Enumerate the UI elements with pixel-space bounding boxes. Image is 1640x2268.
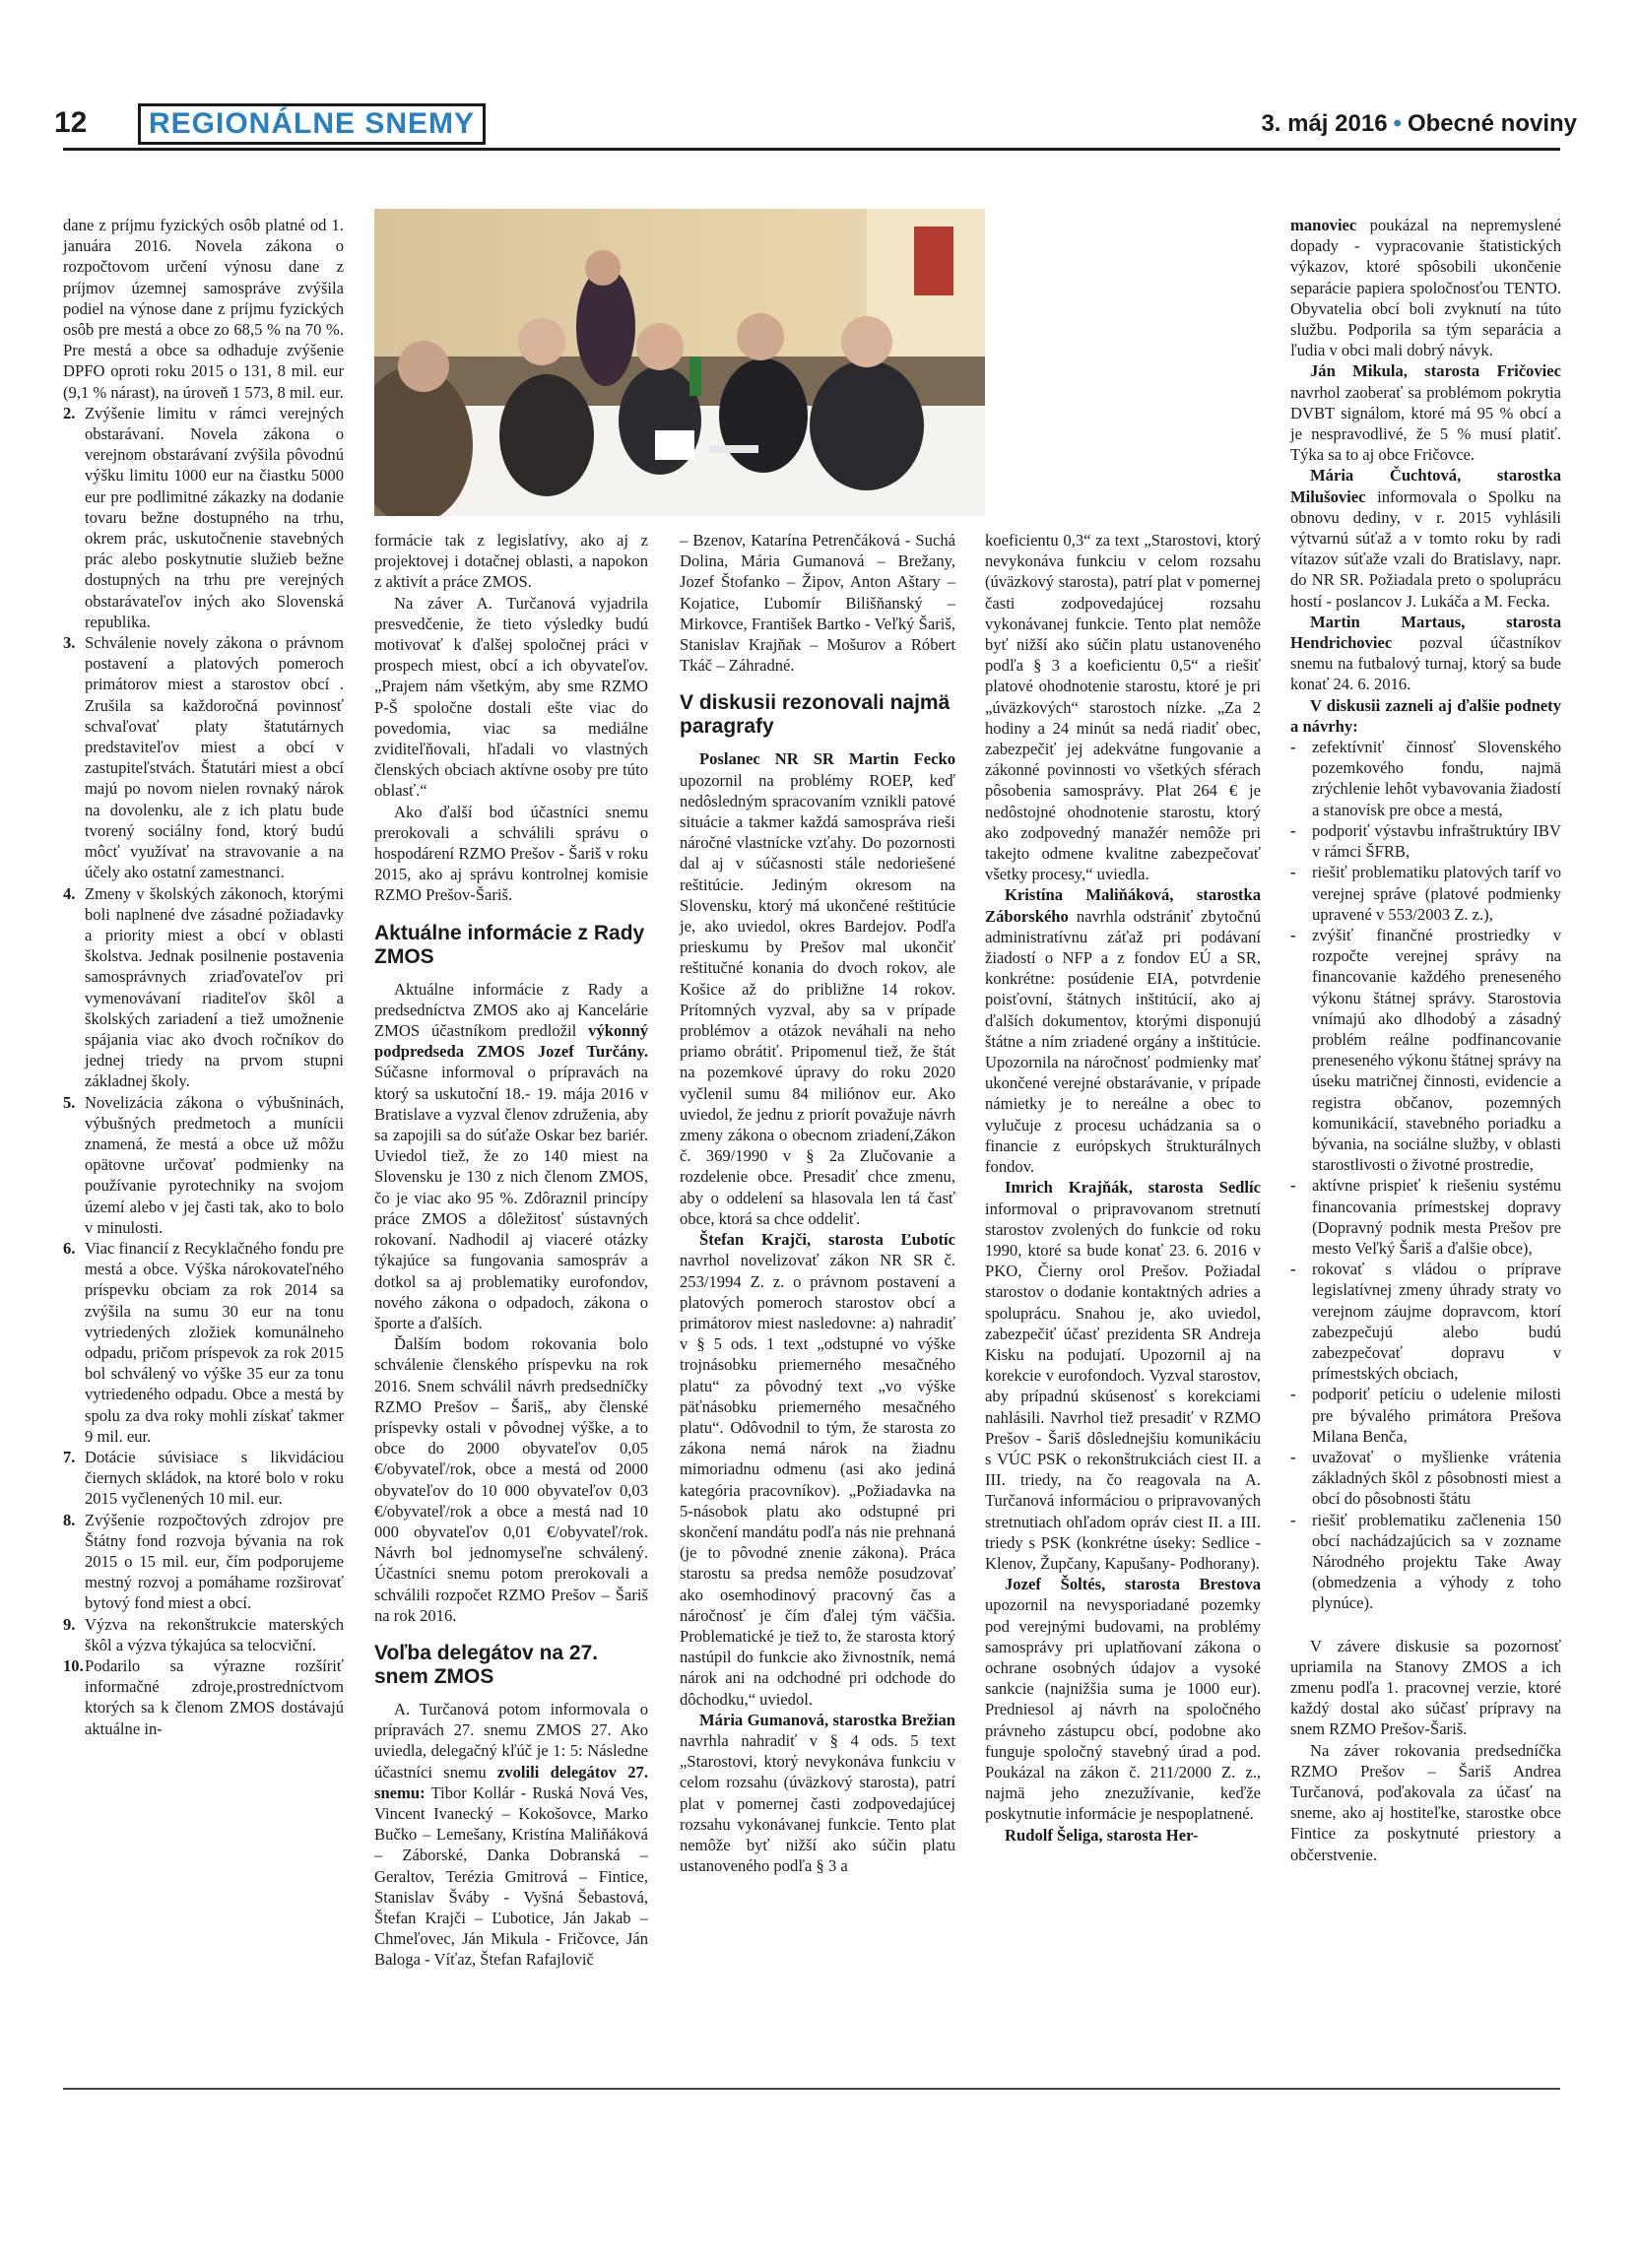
text-run: upozornil na problémy ROEP, keď nedôsledným spracovaním vznikli patové situácie a takmer každá samospráva rieši náročné vlastnícke vzťahy. Do pozornosti dal aj v súčasnosti stále nedoriešené reštitúcie. Jediným okresom na Slovensku, ktorý má ukončené reštitúcie je, ako uviedol, okres Bardejov. Podľa prieskumu by Prešov mal ukončiť reštitučné konania do dvoch rokov, ale Košice až do približne 14 rokov. Prítomných vyzval, aby sa v prípade problémov a otázok neváhali na neho priamo obrátiť. Pripomenul tiež, že štát na pozemkové úpravy do roku 2020 vyčlenil sumu 84 miliónov eur. Ako uviedol, že jednu z priorít považuje návrh zmeny zákona o obecnom zriadení,Zákon č. 369/1990 v § 2a Zlučovanie a rozdelenie obce. Presadiť chce zmenu, aby o oddelení sa hlasovala len tá časť obce, ktorá sa chce oddeliť.	[680, 770, 955, 1228]
bold-run: výkonný podpredseda ZMOS Jozef Turčány.	[374, 1021, 648, 1062]
bullet-item	[1290, 862, 1561, 925]
bullet-item	[1290, 1510, 1561, 1614]
list-number: 3.	[63, 633, 76, 653]
publication-name: Obecné noviny	[1407, 110, 1577, 137]
paragraph	[1290, 215, 1561, 360]
list-text: Zmeny v školských zákonoch, ktorými boli naplnené dve zásadné požiadavky a priority miest a obcí v oblasti školstva. Jednak posilnenie postavenia samosprávnych zriaďovateľov pri vymenovávaní riaditeľov škôl a školských zariadení a tiež umožnenie spájania viac ako dvoch ročníkov do jednej triedy na prvom stupni základnej školy.	[85, 883, 344, 1091]
bullet-text: rokovať s vládou o príprave legislatívnej zmeny úhrady straty vo verejnom záujme dopravcom, ktorí zabezpečujú alebo budú zabezpečovať dopravu v prímestských obciach,	[1312, 1260, 1561, 1384]
list-item	[63, 1655, 344, 1739]
list-text: Zvýšenie limitu v rámci verejných obstarávaní. Novela zákona o verejnom obstarávaní zvýšila pôvodnú výšku limitu 1000 eur na čiastku 5000 eur pre podlimitné zákazky na dodanie tovaru bežne dostupného na trhu, okrem prác, uskutočnenie stavebných prác alebo poskytnutie služieb bežne dostupných na trhu pre verejných obstarávateľov iných ako Slovenská republika.	[85, 403, 344, 631]
bold-run: V diskusii zazneli aj ďalšie podnety a návrhy:	[1290, 695, 1561, 736]
list-item	[63, 1238, 344, 1447]
text-run: Súčasne informoval o prípravách na ktorý sa uskutoční 18.- 19. mája 2016 v Bratislave a vyzval členov združenia, aby sa zapojili sa do súťaže Oskar bez bariér. Uviedol tiež, že zo 140 miest na Slovensku je 130 z nich členom ZMOS, čo je viac ako 95 %. Zdôraznil princípy práce ZMOS a dôležitosť sústavných rokovaní. Nadhodil aj viaceré otázky týkajúce sa fungovania samospráv a dotkol sa aj problematiky eurofondov, nového zákona o odpadoch, zákona o športe a ďalších.	[374, 1063, 648, 1332]
text-run: A. Turčanová potom informovala o prípravách 27. snemu ZMOS 27. Ako uviedla, delegačný kľúč je 1: 5: Následne účastníci snemu	[374, 1699, 648, 1782]
subheading: V diskusii rezonovali najmä paragrafy	[680, 691, 951, 739]
bullet-text: podporiť petíciu o udelenie milosti pre bývalého primátora Prešova Milana Benča,	[1312, 1385, 1561, 1446]
paragraph	[374, 979, 648, 1333]
bold-run: Mária Gumanová, starostka Brežian	[699, 1710, 955, 1729]
bold-run: Kristína Maliňáková, starostka Záborského	[985, 885, 1261, 926]
text-run: navrhol novelizovať zákon NR SR č. 253/1994 Z. z. o právnom postavení a platových pomeroch starostov obcí a primátorov miest nasledovne: a) nahradiť v § 5 ods. 1 text „odstupné vo výške trojnásobku priemerného mesačného platu“ za pôvodný text „vo výške päťnásobku priemerného mesačného platu“. Odôvodnil to tým, že starosta zo zákona nemá nárok na žiadnu mimoriadnu odmenu (asi ako jediná kategória pracovníkov). „Požiadavka na 5-násobok platu ako odstupné pri skončení mandátu podľa nás nie prehnaná (je to pôvodné znenie zákona). Práca starostu sa predsa nemôže posudzovať ako osemhodinový pracovný čas a náročnosť je čím ďalej tým väčšia. Problematické je tiež to, že starosta ktorý nastúpil do funkcie ako živnostník, nemá nárok ani na odchodné pri odchode do dôchodku,“ uviedol.	[680, 1251, 955, 1709]
list-number: 7.	[63, 1447, 76, 1466]
list-number: 2.	[63, 403, 76, 422]
text-run: Tibor Kollár - Ruská Nová Ves, Vincent Ivanecký – Kokošovce, Marko Bučko – Lemešany, Kristína Maliňáková – Záborské, Danka Dobranská – Geraltov, Terézia Gmitrová – Fintice, Stanislav Šváby - Vyšná Šebastová, Štefan Krajči – Ľubotice, Ján Jakab – Chmeľovec, Ján Mikula - Fričovce, Ján Baloga - Víťaz, Štefan Rafajlovič	[374, 1782, 648, 1970]
bullet-dash: -	[1290, 1385, 1296, 1404]
issue-info	[1261, 110, 1577, 138]
article-column-4	[985, 530, 1261, 1846]
paragraph: formácie tak z legislatívy, ako aj z projektovej i dotačnej oblasti, a napokon z aktivít a práce ZMOS.	[374, 531, 648, 592]
subheading: Voľba delegátov na 27. snem ZMOS	[374, 1641, 599, 1688]
paragraph	[1290, 695, 1561, 737]
bullet-dash: -	[1290, 1176, 1296, 1196]
paragraph	[680, 1710, 955, 1877]
text-run: navrhol zaoberať sa problémom pokrytia DVBT signálom, ktoré má 95 % obcí a je nespravodlivé, že 5 % musí platiť. Týka sa to aj obce Fričovce.	[1290, 382, 1561, 465]
paragraph: Na záver rokovania predsedníčka RZMO Prešov – Šariš Andrea Turčanová, poďakovala za účasť na sneme, ako aj hostiteľke, starostke obce Fintice za poskytnuté priestory a občerstvenie.	[1290, 1740, 1561, 1864]
bullet-dash: -	[1290, 1260, 1296, 1279]
text-run: navrhla odstrániť zbytočnú administratívnu záťaž pri podávaní žiadostí o NFP a z fondov EÚ a SR, konkrétne: posúdenie EIA, potvrdenie poisťovní, štátnych inštitúcií, ako aj ďalších dokumentov, ktorými disponujú štátne a ním zriadené orgány a inštitúcie. Upozornila na náročnosť podmienky mať ukončené verejné obstarávanie, v prípade námietky je to nereálne a obec to vylučuje z procesu uchádzania sa o financie z európskych štrukturálnych fondov.	[985, 906, 1261, 1177]
bullet-text: riešiť problematiku začlenenia 150 obcí nachádzajúcich sa v zozname Národného projektu Take Away (obmedzenia a výhody z toho plynúce).	[1312, 1510, 1561, 1613]
text-run: poukázal na nepremyslené dopady - vypracovanie štatistických výkazov, ktoré spôsobili ukončenie separácie papiera spoločnosťou TENTO. Obyvatelia obcí boli zvyknutí na túto službu. Podporila sa tým separácia a ľudia v obci mali dobrý návyk.	[1290, 216, 1561, 360]
list-text: Podarilo sa výrazne rozšíriť informačné zdroje,prostredníctvom ktorých sa k členom ZMOS dostávajú aktuálne in-	[85, 1656, 344, 1738]
paragraph	[985, 1177, 1261, 1574]
list-item	[63, 1447, 344, 1510]
text-run: navrhla nahradiť v § 4 ods. 5 text „Starostovi, ktorý nevykonáva funkciu v celom rozsahu (úväzkový starosta), patrí plat v pomernej časti zodpovedajúcej rozsahu vykonávanej funkcie. Tento plat nemôže byť nižší ako súčin platu ustanoveného podľa § 3 a	[680, 1730, 955, 1876]
paragraph: – Bzenov, Katarína Petrenčáková - Suchá Dolina, Mária Gumanová – Brežany, Jozef Štofanko – Žipov, Anton Aštary – Kojatice, Ľubomír Bilišňanský – Mirkovce, František Bartko - Veľký Šariš, Stanislav Krajňak – Mošurov a Róbert Tkáč – Záhradné.	[680, 531, 955, 676]
bullet-text: podporiť výstavbu infraštruktúry IBV v rámci ŠFRB,	[1312, 820, 1561, 862]
list-number: 10.	[63, 1656, 84, 1676]
paragraph: dane z príjmu fyzických osôb platné od 1. januára 2016. Novela zákona o rozpočtovom určení výnosu dane z príjmov územnej samospráve zvýšila podiel na výnose dane z príjmu fyzických osôb pre mestá a obce zo 68,5 % na 70 %. Pre mestá a obce sa odhaduje zvýšenie DPFO oproti roku 2015 o 131, 8 mil. eur (9,1 % nárast), na úroveň 1 573, 8 mil. eur.	[63, 216, 344, 402]
list-item	[63, 632, 344, 882]
bullet-text: zvýšiť finančné prostriedky v rozpočte verejnej správy na financovanie každého preneseného výkonu štátnej správy. Starostovia vnímajú ako dlhodobý a zásadný problém reálne podfinancovanie preneseného výkonu štátnej správy na úseku matričnej činnosti, evidencie a registra občanov, pozemných komunikácií, stavebného poriadku a bývania, na sociálne služby, v oblasti starostlivosti o životné prostredie,	[1312, 925, 1561, 1175]
bold-run: Ján Mikula, starosta Fričoviec	[1310, 361, 1561, 381]
list-text: Zvýšenie rozpočtových zdrojov pre Štátny fond rozvoja bývania na rok 2015 o 15 mil. eur, čím podporujeme mestný rozvoj a pomáhame rozširovať bytový fond miest a obcí.	[85, 1510, 344, 1613]
footer-rule	[63, 2088, 1560, 2090]
bullet-item	[1290, 820, 1561, 862]
list-number: 8.	[63, 1510, 76, 1529]
bullet-item	[1290, 925, 1561, 1175]
bullet-dash: -	[1290, 1447, 1296, 1466]
bold-run: manoviec	[1290, 216, 1357, 234]
bullet-dash: -	[1290, 738, 1296, 757]
text-run: informovala o Spolku na obnovu dediny, v r. 2015 vyhlásili výtvarnú súťaž a v tomto roku by radi vítazov súťaže vzali do Bratislavy, napr. do NR SR. Požiadala preto o spoluprácu hostí - poslancov J. Lukáča a M. Fecka.	[1290, 486, 1561, 611]
header-rule	[63, 148, 1560, 151]
paragraph	[1290, 612, 1561, 695]
paragraph	[374, 1699, 648, 1971]
article-column-2	[374, 530, 648, 1971]
paragraph	[985, 1825, 1261, 1846]
issue-date: 3. máj 2016	[1261, 110, 1388, 137]
bullet-item	[1290, 737, 1561, 820]
page-number: 12	[54, 106, 88, 139]
bold-run: Imrich Krajňák, starosta Sedlíc	[1005, 1178, 1261, 1198]
list-text: Dotácie súvisiace s likvidáciou čiernych skládok, na ktoré bolo v roku 2015 vyčlenených 10 mil. eur.	[85, 1447, 344, 1509]
bullet-dash: -	[1290, 925, 1296, 944]
list-number: 6.	[63, 1238, 76, 1258]
paragraph	[1290, 360, 1561, 465]
bullet-item	[1290, 1384, 1561, 1447]
bullet-text: riešiť problematiku platových taríf vo verejnej správe (platové podmienky upravené v 553/2003 Z. z.),	[1312, 863, 1561, 924]
list-text: Výzva na rekonštrukcie materských škôl a výzva týkajúca sa telocviční.	[85, 1614, 344, 1654]
bullet-dash: -	[1290, 863, 1296, 882]
list-number: 9.	[63, 1614, 76, 1634]
bold-run: Štefan Krajči, starosta Ľubotíc	[699, 1230, 955, 1250]
paragraph	[985, 1574, 1261, 1824]
bullet-item	[1290, 1447, 1561, 1510]
paragraph: Ako ďalší bod účastníci snemu prerokovali a schválili správu o hospodárení RZMO Prešov - Šariš v roku 2015, ako aj správu kontrolnej komisie RZMO Prešov-Šariš.	[374, 802, 648, 905]
text-run: upozornil na nevysporiadané pozemky pod verejnými budovami, na problémy samosprávy pri uplatňovaní zákona o ochrane osobných údajov a vysoké sankcie (najnižšia suma je 1000 eur). Predniesol aj návrh na spoločného právneho zástupcu obcí, podobne ako funguje spoločný stavebný úrad a pod. Poukázal na zákon č. 211/2000 Z. z., najmä jeho znezužívanie, keďže poskytnutie informácie je nespoplatnené.	[985, 1595, 1261, 1824]
bullet-item	[1290, 1175, 1561, 1259]
list-item	[63, 1614, 344, 1655]
list-text: Schválenie novely zákona o právnom postavení a platových pomeroch primátorov miest a starostov obcí . Zrušila sa každoročná povinnosť schvaľovať platy štatutárnych predstaviteľov miest a obcí v zastupiteľstvách. Štatutári miest a obcí majú po novom nielen rovnaký nárok na dovolenku, ale z ich platu bude tvorený sociálny fond, ktorý budú môcť využívať na stravovanie a na účely ako ostatní zamestnanci.	[85, 633, 344, 882]
paragraph: Ďalším bodom rokovania bolo schválenie členského príspevku na rok 2016. Snem schválil návrh predsedníčky RZMO Prešov – Šariš„ aby členské príspevky ostali v pôvodnej výške, a to obce do 2000 obyvateľov 0,05 €/obyvateľ/rok, obce a mestá od 2000 obyvateľov do 10 000 obyvateľov 0,03 €/obyvateľ/rok a obce a mestá nad 10 000 obyvateľov 0,01 €/obyvateľ/rok. Návrh bol jednomyseľne schválený. Účastníci snemu potom prerokovali a schválili rozpočet RZMO Prešov – Šariš na rok 2016.	[374, 1334, 648, 1625]
text-run: Aktuálne informácie z Rady a predsedníctva ZMOS ako aj Kancelárie ZMOS účastníkom predložil	[374, 979, 648, 1041]
list-number: 4.	[63, 883, 76, 903]
list-item	[63, 1092, 344, 1238]
paragraph: V závere diskusie sa pozornosť upriamila na Stanovy ZMOS a ich zmenu podľa 1. pracovnej verzie, ktoré každý dostal ako súčasť prípravy na snem RZMO Prešov-Šariš.	[1290, 1636, 1561, 1739]
bullet-text: uvažovať o myšlienke vrátenia základných škôl z pôsobnosti miest a obcí do pôsobnosti štátu	[1312, 1447, 1561, 1509]
bold-run: Jozef Šoltés, starosta Brestova	[1005, 1575, 1261, 1594]
bullet-dash: -	[1290, 820, 1296, 840]
list-text: Viac financií z Recyklačného fondu pre mestá a obce. Výška nárokovateľného príspevku obciam za rok 2014 sa zvýšila na sumu 30 eur na tonu vytriedených zložiek komunálneho odpadu, pričom príspevok za rok 2015 bol schválený vo výške 35 eur za tonu vytriedeného odpadu. Obce a mestá by spolu za dva roky mohli získať takmer 9 mil. eur.	[85, 1238, 345, 1446]
paragraph	[680, 748, 955, 1229]
bullet-text: aktívne prispieť k riešeniu systému financovania prímestskej dopravy (Dopravný podnik mesta Prešov pre mesto Veľký Šariš a ďalšie obce),	[1312, 1176, 1561, 1258]
meeting-photo	[374, 209, 985, 516]
bullet-text: zefektívniť činnosť Slovenského pozemkového fondu, najmä zrýchlenie lehôt vybavovania žiadostí a stanovísk pre obce a mestá,	[1312, 738, 1561, 819]
bold-run: Poslanec NR SR Martin Fecko	[699, 749, 955, 769]
separator-dot: •	[1393, 110, 1402, 137]
list-item	[63, 403, 344, 632]
paragraph	[1290, 465, 1561, 611]
paragraph	[680, 1229, 955, 1710]
article-column-1	[63, 215, 344, 1739]
list-text: Novelizácia zákona o výbušninách, výbušných predmetoch a munícii znamená, že mestá a obce už môžu opätovne určovať podmienky na používanie pyrotechniky na svojom území alebo v jej časti tak, ako to bolo v minulosti.	[85, 1092, 344, 1237]
bold-run: Rudolf Šeliga, starosta Her-	[1005, 1825, 1199, 1845]
subheading: Aktuálne informácie z Rady ZMOS	[374, 921, 645, 968]
paragraph: koeficientu 0,3“ za text „Starostovi, ktorý nevykonáva funkciu v celom rozsahu (úväzkový starosta), patrí plat v pomernej časti zodpovedajúcej rozsahu vykonávanej funkcie. Tento plat nemôže byť nižší ako súčin platu ustanoveného podľa § 3 a koeficientu 0,5“ a riešiť platové ohodnotenie starostu, ktoré je pri „úväzkových“ starostoch nízke. „Za 2 hodiny a 24 minút sa nedá riadiť obec, zabezpečiť jej adekvátne fungovanie a zákonné povinnosti vo všetkých sférach pôsobenia samosprávy. Plat 264 € je nedôstojné ohodnotenie starostu, ktorý ako zodpovedný manažér nemôže pri takejto odmene kvalitne zabezpečovať všetky procesy,“ uviedla.	[985, 531, 1261, 884]
bold-run: zvolili delegátov 27. snemu:	[374, 1762, 648, 1802]
article-column-5	[1290, 215, 1561, 1865]
bold-run: Martin Martaus, starosta Hendrichoviec	[1290, 612, 1561, 653]
bullet-dash: -	[1290, 1510, 1296, 1529]
meeting-photo-image	[374, 209, 985, 516]
section-title: REGIONÁLNE SNEMY	[138, 103, 486, 145]
bold-run: Mária Čuchtová, starostka Milušoviec	[1290, 466, 1561, 506]
text-run: informoval o pripravovanom stretnutí starostov zvolených do funkcie od roku 1990, ktoré sa bude konať 23. 6. 2016 v PKO, Čierny orol Prešov. Požiadal starostov o dodanie kontaktných adries a spoluprácu. Snahou je, ako uviedol, zabezpečiť účasť prezidenta SR Andreja Kisku na podujatí. Upozornil aj na korekcie v eurofondoch. Vyzval starostov, aby prípadnú skúsenosť s korekciami nahlásili. Navrhol tiež presadiť v RZMO Prešov - Šariš dôslednejšiu komunikáciu s VÚC PSK o rekonštrukciách ciest II. a III. triedy, na čo reagovala na A. Turčanová informáciou o pripravovaných stretnutiach ohľadom opráv ciest II. a III. triedy s PSK (konkrétne úseky: Sedlice - Klenov, Župčany, Kapušany- Podhorany).	[985, 1199, 1261, 1573]
paragraph	[985, 884, 1261, 1177]
article-column-3	[680, 530, 955, 1876]
list-number: 5.	[63, 1092, 76, 1112]
text-run: pozval účastníkov snemu na futbalový turnaj, ktorý sa bude konať 24. 6. 2016.	[1290, 633, 1561, 694]
bullet-item	[1290, 1259, 1561, 1384]
list-item	[63, 1510, 344, 1614]
paragraph: Na záver A. Turčanová vyjadrila presvedčenie, že tieto výsledky budú motivovať k ďalšej spoločnej práci v prospech miest, obcí a ich obyvateľov. „Prajem nám všetkým, aby sme RZMO P-Š spoločne dostali ešte viac do povedomia, viac sa mediálne zviditeľňovali, hľadali vo vlastných členských obciach aktívne osoby pre túto oblasť.“	[374, 593, 648, 801]
list-item	[63, 883, 344, 1092]
